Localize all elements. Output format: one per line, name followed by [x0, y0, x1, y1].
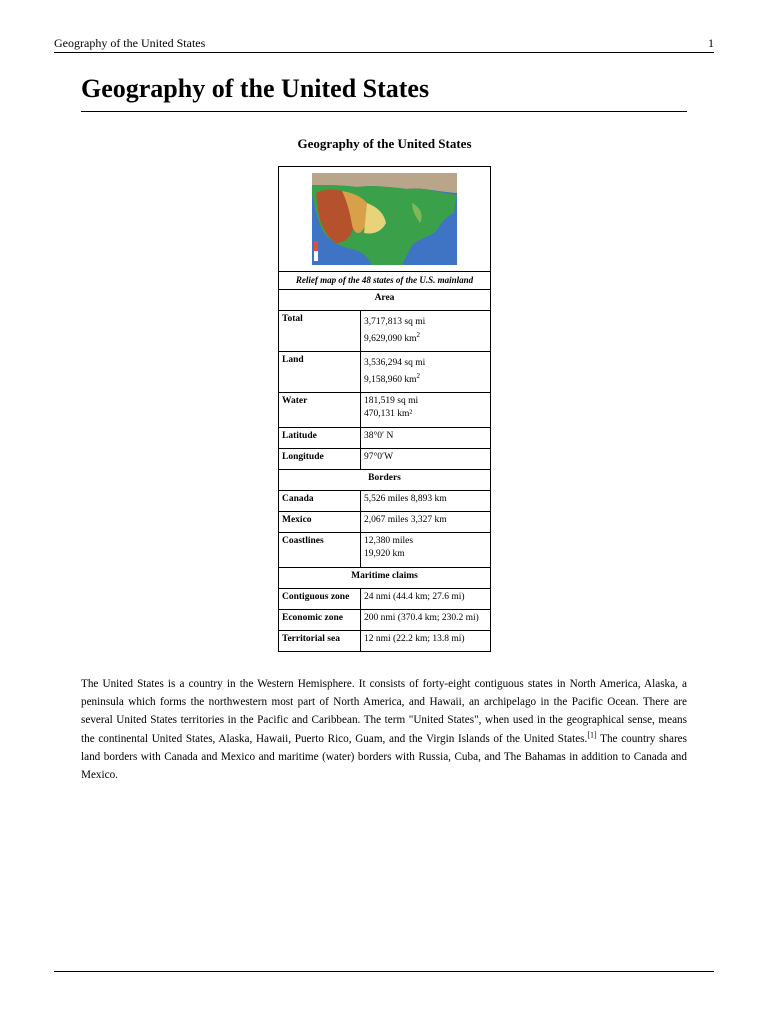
intro-text-part1: The United States is a country in the Western Hemisphere. It consists of forty-eight contiguous states in North America, Alaska, a peninsula which forms the northwestern most part of North America, and Hawaii, an archipelago in the Pacific Ocean. There are several United States territories in the Pacific and Caribbean. The term "United States", when used in the geographical sense, means the continental United States, Alaska, Hawaii, Puerto Rico, Guam, and the Virgin Islands of the United States. — [81, 678, 687, 745]
intro-text-part2: The country shares land borders with Canada and Mexico and maritime (water) borders with Russia, Cuba, and The Bahamas in addition to Canada and Mexico. — [81, 732, 687, 782]
intro-paragraph — [81, 675, 687, 784]
total-km-sup: 2 — [416, 331, 421, 339]
land-sq-mi: 3,536,294 sq mi — [364, 358, 426, 368]
section-area: Area — [279, 290, 491, 311]
row-longitude-label: Longitude — [279, 449, 361, 470]
relief-map-image[interactable] — [312, 173, 457, 265]
row-canada-label: Canada — [279, 491, 361, 512]
running-header-title: Geography of the United States — [54, 36, 206, 50]
row-contiguous-value: 24 nmi (44.4 km; 27.6 mi) — [361, 589, 491, 610]
coastlines-miles: 12,380 miles — [364, 536, 414, 546]
water-sq-mi: 181,519 sq mi — [364, 396, 419, 406]
page-number: 1 — [708, 36, 714, 50]
land-km-sup: 2 — [416, 372, 421, 380]
coastlines-km: 19,920 km — [364, 549, 405, 559]
infobox-table — [278, 166, 491, 652]
total-km — [364, 329, 487, 346]
section-maritime: Maritime claims — [279, 568, 491, 589]
row-economic-label: Economic zone — [279, 610, 361, 631]
row-contiguous-label: Contiguous zone — [279, 589, 361, 610]
infobox-caption: Geography of the United States — [297, 136, 472, 151]
citation-link[interactable]: [1] — [587, 729, 597, 739]
map-cell — [279, 167, 491, 272]
row-land-value — [361, 352, 491, 393]
row-territorial-value: 12 nmi (22.2 km; 13.8 mi) — [361, 631, 491, 652]
total-sq-mi: 3,717,813 sq mi — [364, 317, 426, 327]
row-land-label: Land — [279, 352, 361, 393]
footer-rule — [54, 971, 714, 972]
row-mexico-label: Mexico — [279, 512, 361, 533]
row-mexico-value: 2,067 miles 3,327 km — [361, 512, 491, 533]
row-coastlines-value — [361, 533, 491, 568]
row-water-label: Water — [279, 393, 361, 428]
row-latitude-label: Latitude — [279, 428, 361, 449]
row-territorial-label: Territorial sea — [279, 631, 361, 652]
row-coastlines-label: Coastlines — [279, 533, 361, 568]
map-caption: Relief map of the 48 states of the U.S. mainland — [279, 272, 491, 290]
row-latitude-value: 38°0′ N — [361, 428, 491, 449]
row-economic-value: 200 nmi (370.4 km; 230.2 mi) — [361, 610, 491, 631]
row-water-value — [361, 393, 491, 428]
page-title: Geography of the United States — [81, 72, 687, 112]
total-km-text: 9,629,090 km — [364, 334, 417, 345]
water-km: 470,131 km² — [364, 409, 413, 419]
running-header — [54, 36, 714, 53]
row-longitude-value: 97°0′W — [361, 449, 491, 470]
section-borders: Borders — [279, 470, 491, 491]
land-km — [364, 370, 487, 387]
row-total-value — [361, 311, 491, 352]
row-total-label: Total — [279, 311, 361, 352]
land-km-text: 9,158,960 km — [364, 375, 417, 386]
row-canada-value: 5,526 miles 8,893 km — [361, 491, 491, 512]
